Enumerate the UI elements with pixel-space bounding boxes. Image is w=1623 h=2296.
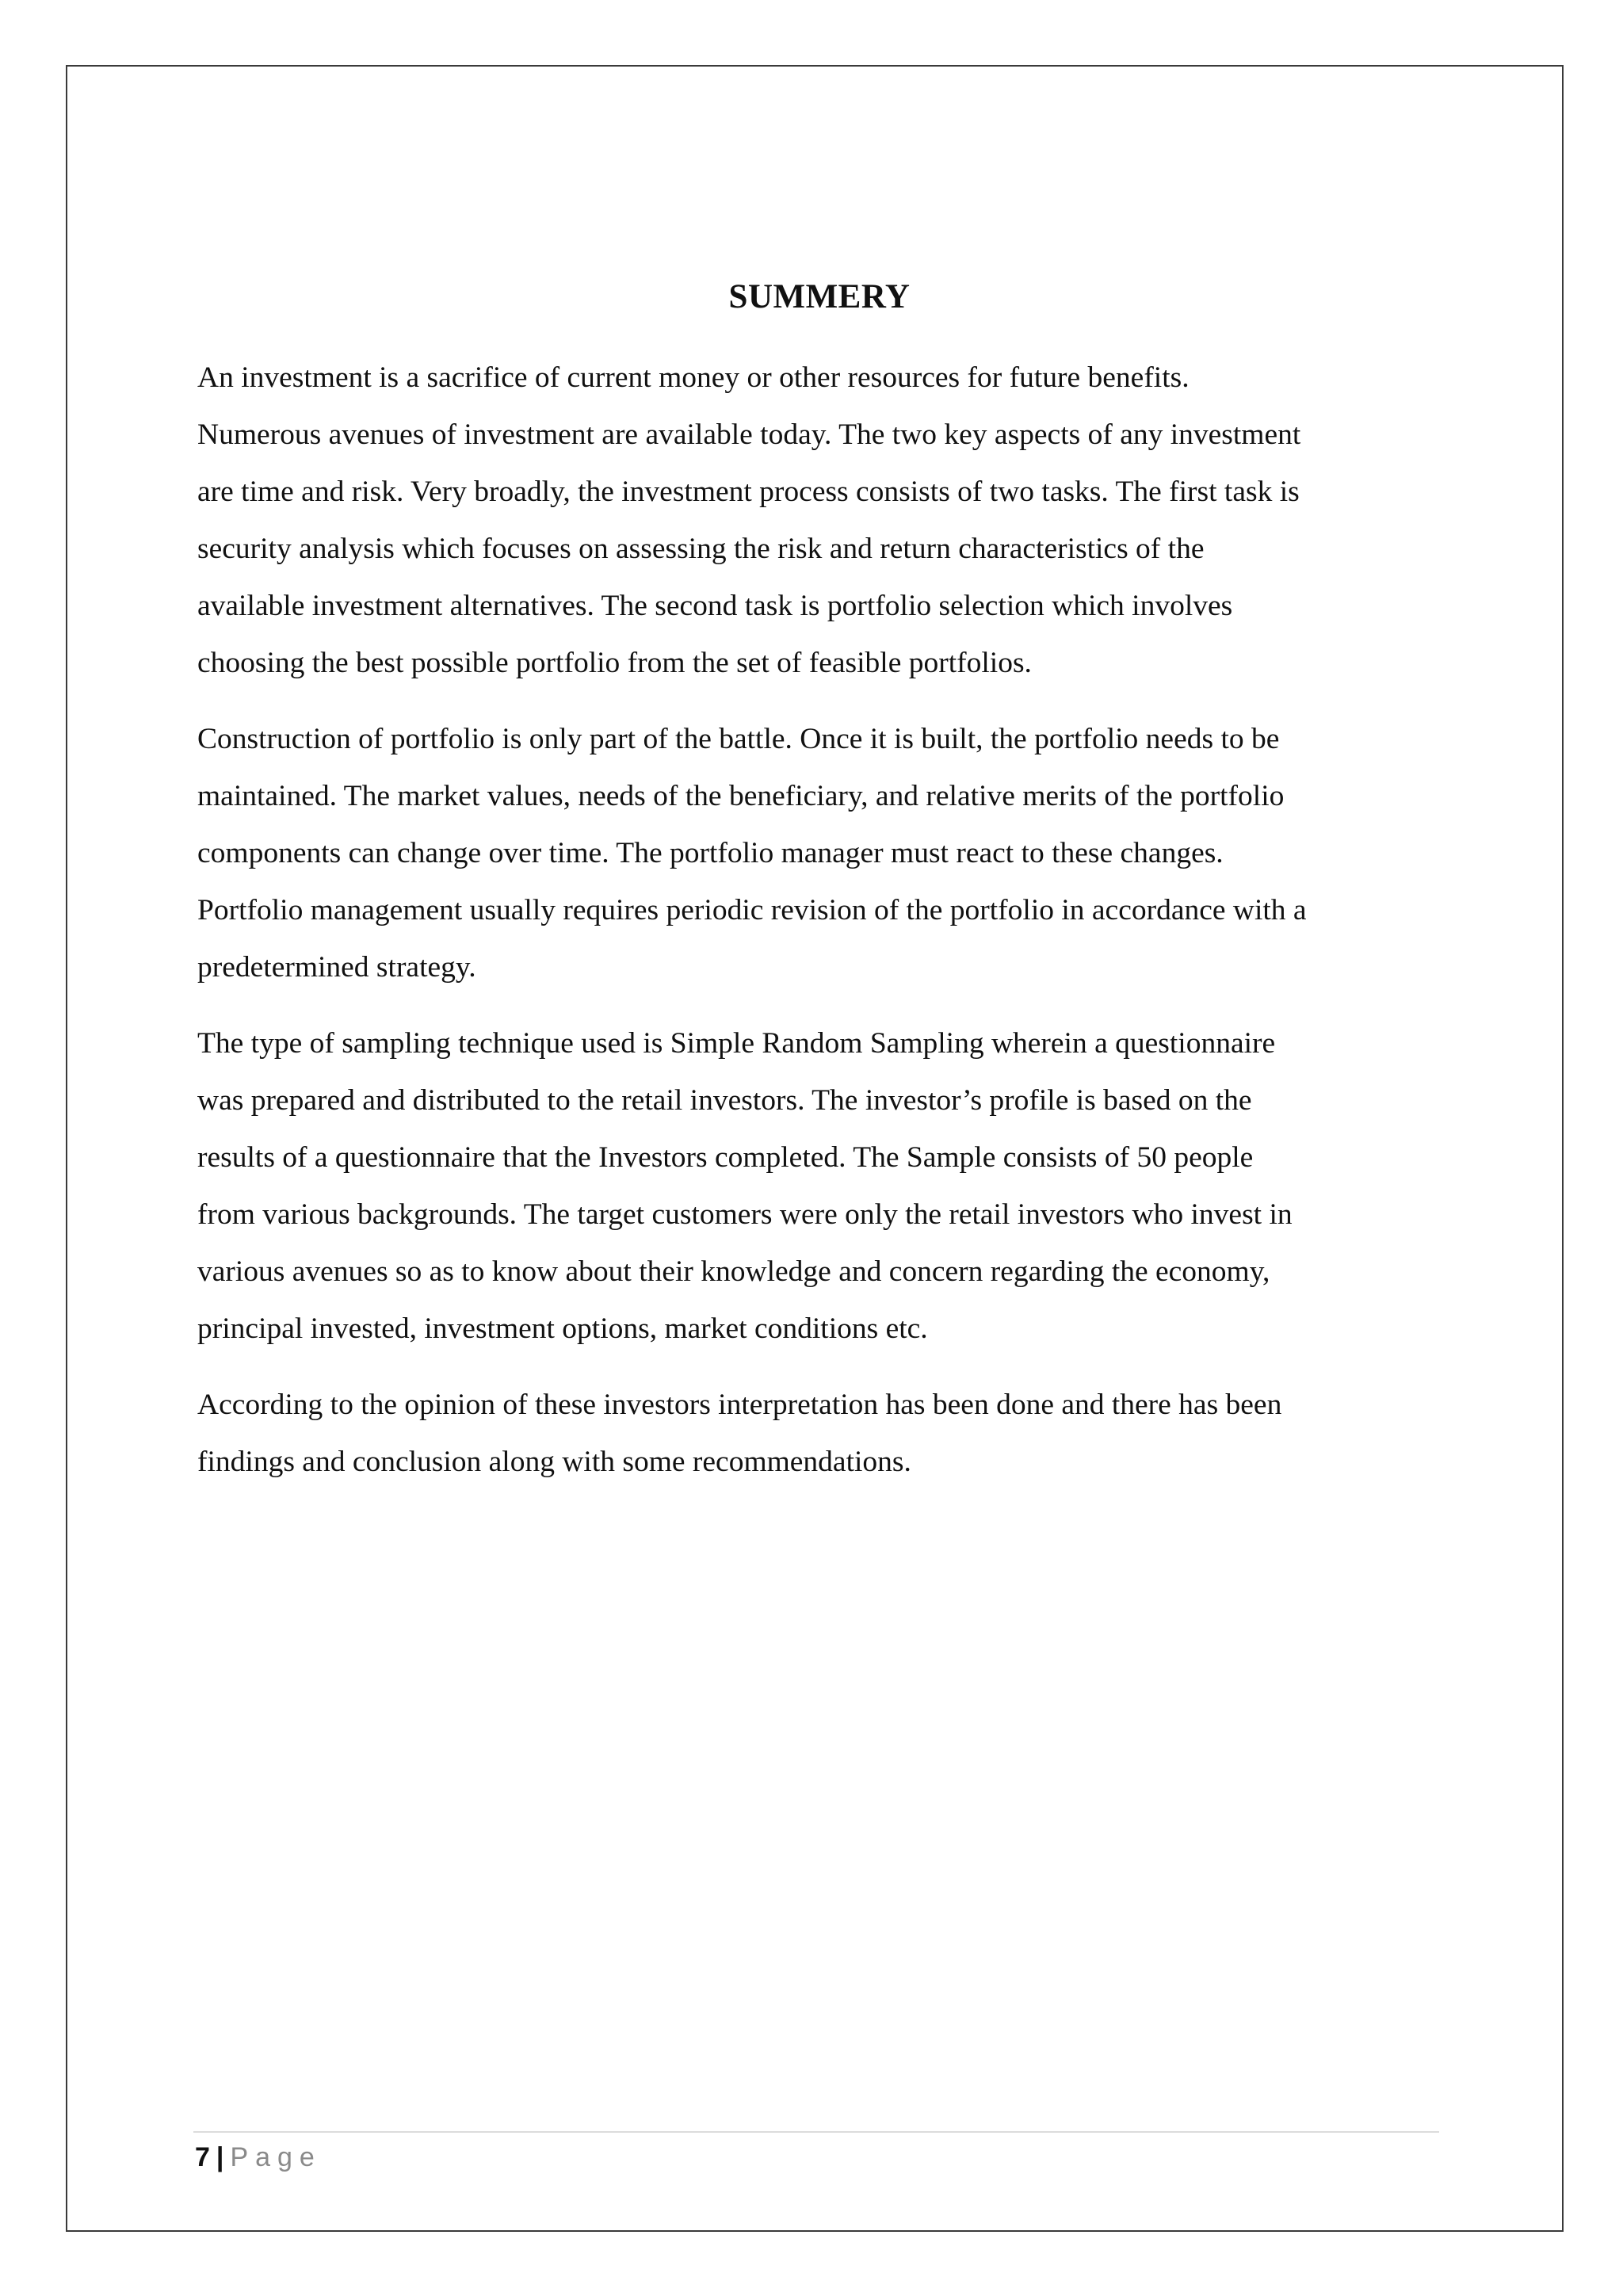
page-separator: | bbox=[216, 2142, 224, 2172]
paragraph-1: An investment is a sacrifice of current money or other resources for future benefits. Numerous avenues of investment are available today. The two key aspects of any investment are time and risk. Very broadly, the investment process consists of two tasks. The first task is security analysis which focuses on assessing the risk and return characteristics of the available investment alternatives. The second task is portfolio selection which involves choosing the best possible portfolio from the set of feasible portfolios. bbox=[197, 361, 1301, 679]
page-footer bbox=[195, 2138, 322, 2176]
paragraph-4: According to the opinion of these investors interpretation has been done and there has been findings and conclusion along with some recommendations. bbox=[197, 1389, 1282, 1478]
paragraph-2: Construction of portfolio is only part of the battle. Once it is built, the portfolio needs to be maintained. The market values, needs of the beneficiary, and relative merits of the portfolio components can change over time. The portfolio manager must react to these changes. Portfolio management usually requires periodic revision of the portfolio in accordance with a predetermined strategy. bbox=[197, 723, 1307, 984]
page-number: 7 bbox=[195, 2142, 210, 2172]
page-label: Page bbox=[230, 2142, 322, 2172]
page-title: SUMMERY bbox=[728, 278, 911, 315]
footer-divider bbox=[193, 2131, 1439, 2133]
paragraph-3: The type of sampling technique used is Simple Random Sampling wherein a questionnaire was prepared and distributed to the retail investors. The investor’s profile is based on the results of a questionnaire that the Investors completed. The Sample consists of 50 people from various backgrounds. The target customers were only the retail investors who invest in various avenues so as to know about their knowledge and concern regarding the economy, principal invested, investment options, market conditions etc. bbox=[197, 1027, 1293, 1345]
document-body bbox=[197, 273, 1442, 1510]
